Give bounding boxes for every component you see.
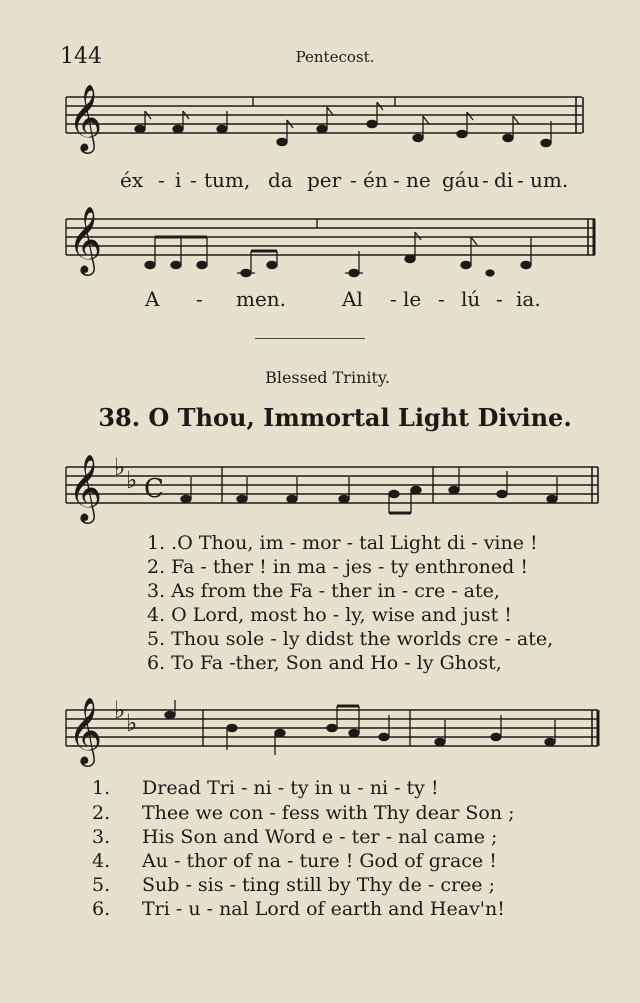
chant-staff-2 — [0, 207, 640, 287]
verse-line-b-4: Au - thor of na - ture ! God of grace ! — [142, 850, 497, 872]
verse-line-b-2: Thee we con - fess with Thy dear Son ; — [142, 802, 515, 824]
verse-line-b-1: Dread Tri - ni - ty in u - ni - ty ! — [142, 777, 439, 799]
chant-staff-1 — [0, 85, 640, 165]
verse-line-b-5: Sub - sis - ting still by Thy de - cree ; — [142, 874, 495, 896]
hymn-staff-2 — [0, 698, 640, 778]
verse-line-a-5: 5. Thou sole - ly didst the worlds cre - ate, — [147, 628, 554, 650]
verse-line-b-3: His Son and Word e - ter - nal came ; — [142, 826, 498, 848]
treble-clef-icon: 𝄞 — [68, 205, 103, 273]
verse-number-b-4: 4. — [92, 850, 111, 872]
hymn-notes-1 — [181, 467, 557, 513]
treble-clef-icon: 𝄞 — [68, 696, 103, 764]
page-number: 144 — [60, 44, 102, 69]
treble-clef-icon: 𝄞 — [68, 83, 103, 151]
flat-icon: ♭ — [114, 453, 126, 481]
hymn-title: 38. O Thou, Immortal Light Divine. — [98, 403, 572, 432]
verse-number-b-2: 2. — [92, 802, 111, 824]
flat-icon: ♭ — [126, 709, 138, 737]
verse-line-b-6: Tri - u - nal Lord of earth and Heav'n! — [142, 898, 505, 920]
verse-line-a-2: 2. Fa - ther ! in ma - jes - ty enthroned ! — [147, 556, 528, 578]
verse-line-a-6: 6. To Fa -ther, Son and Ho - ly Ghost, — [147, 652, 502, 674]
running-head: Pentecost. — [295, 48, 375, 66]
flat-icon: ♭ — [114, 696, 126, 724]
flat-icon: ♭ — [126, 466, 138, 494]
divider-rule — [255, 338, 365, 339]
verse-number-b-1: 1. — [92, 777, 111, 799]
common-time-icon: C — [144, 474, 164, 504]
verse-line-a-4: 4. O Lord, most ho - ly, wise and just ! — [147, 604, 512, 626]
treble-clef-icon: 𝄞 — [68, 453, 103, 521]
verse-number-b-3: 3. — [92, 826, 111, 848]
verse-number-b-6: 6. — [92, 898, 111, 920]
verse-number-b-5: 5. — [92, 874, 111, 896]
verse-line-a-1: 1. .O Thou, im - mor - tal Light di - vine ! — [147, 532, 538, 554]
section-heading: Blessed Trinity. — [265, 368, 390, 387]
hymn-staff-1 — [0, 455, 640, 535]
verse-line-a-3: 3. As from the Fa - ther in - cre - ate, — [147, 580, 500, 602]
